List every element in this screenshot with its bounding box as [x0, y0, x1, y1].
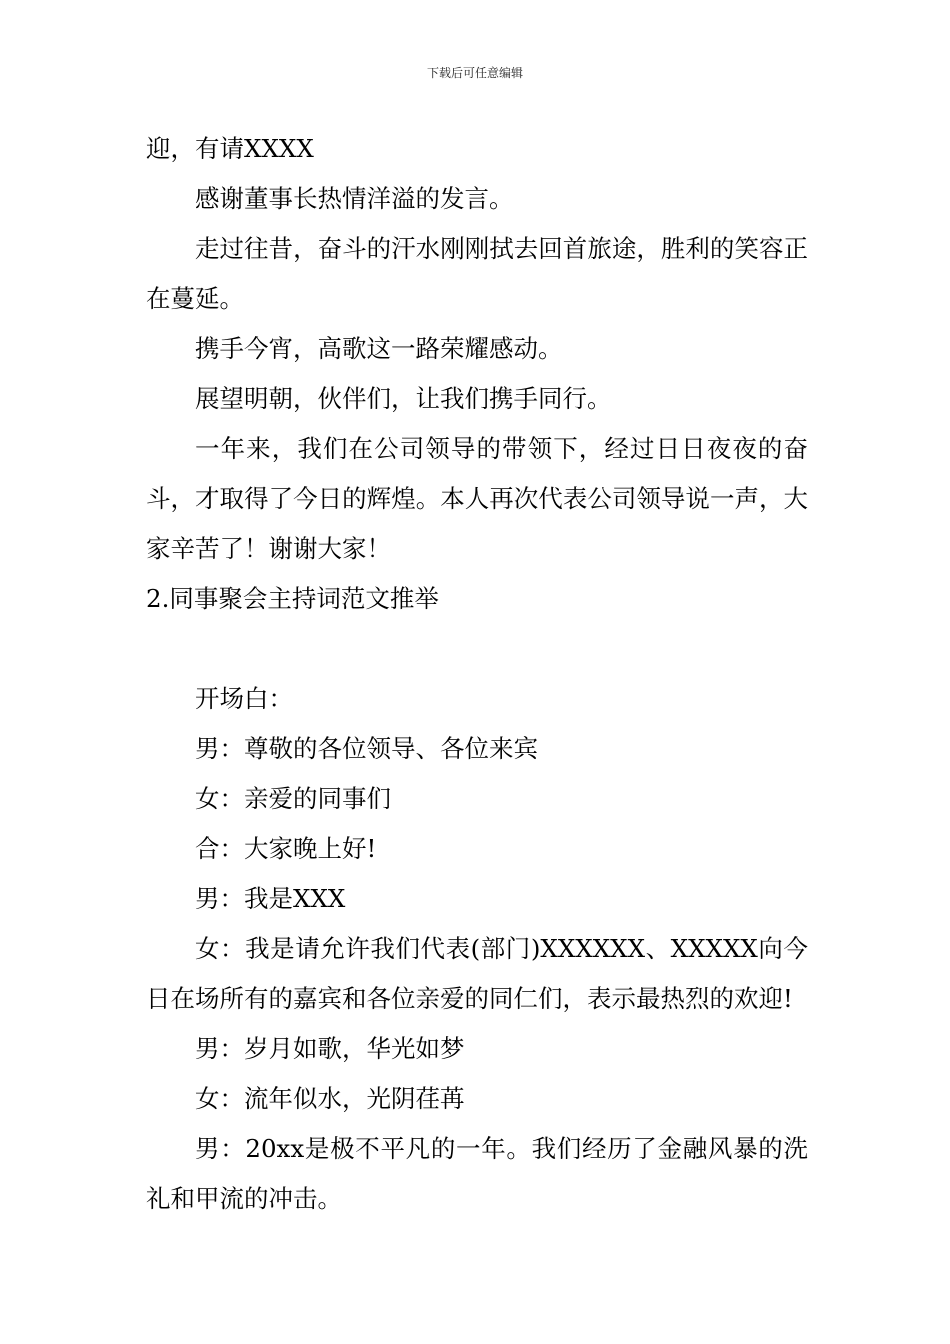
paragraph: 走过往昔，奋斗的汗水刚刚拭去回首旅途，胜利的笑容正在蔓延。 [146, 234, 808, 313]
paragraph: 感谢董事长热情洋溢的发言。 [195, 184, 514, 213]
document-body [146, 124, 808, 1224]
dialogue-line: 男：我是XXX [195, 884, 346, 913]
paragraph: 携手今宵，高歌这一路荣耀感动。 [195, 334, 563, 363]
blank-line [146, 624, 808, 674]
dialogue-line: 男：岁月如歌，华光如梦 [195, 1034, 465, 1063]
dialogue-line: 合：大家晚上好! [195, 834, 377, 863]
section-heading: 2.同事聚会主持词范文推举 [146, 584, 439, 613]
paragraph: 展望明朝，伙伴们，让我们携手同行。 [195, 384, 612, 413]
paragraph: 一年来，我们在公司领导的带领下，经过日日夜夜的奋斗，才取得了今日的辉煌。本人再次代表公司领导说一声，大家辛苦了！谢谢大家！ [146, 434, 808, 563]
paragraph-continuation: 迎，有请XXXX [146, 134, 314, 163]
paragraph: 开场白： [195, 684, 293, 713]
dialogue-line: 男：20xx是极不平凡的一年。我们经历了金融风暴的洗礼和甲流的冲击。 [146, 1134, 808, 1213]
dialogue-line: 女：流年似水，光阴荏苒 [195, 1084, 465, 1113]
dialogue-line: 女：亲爱的同事们 [195, 784, 391, 813]
page-header: 下载后可任意编辑 [426, 66, 523, 80]
dialogue-line: 男：尊敬的各位领导、各位来宾 [195, 734, 538, 763]
dialogue-line: 女：我是请允许我们代表(部门)XXXXXX、XXXXX向今日在场所有的嘉宾和各位亲爱的同仁们，表示最热烈的欢迎! [146, 934, 808, 1013]
